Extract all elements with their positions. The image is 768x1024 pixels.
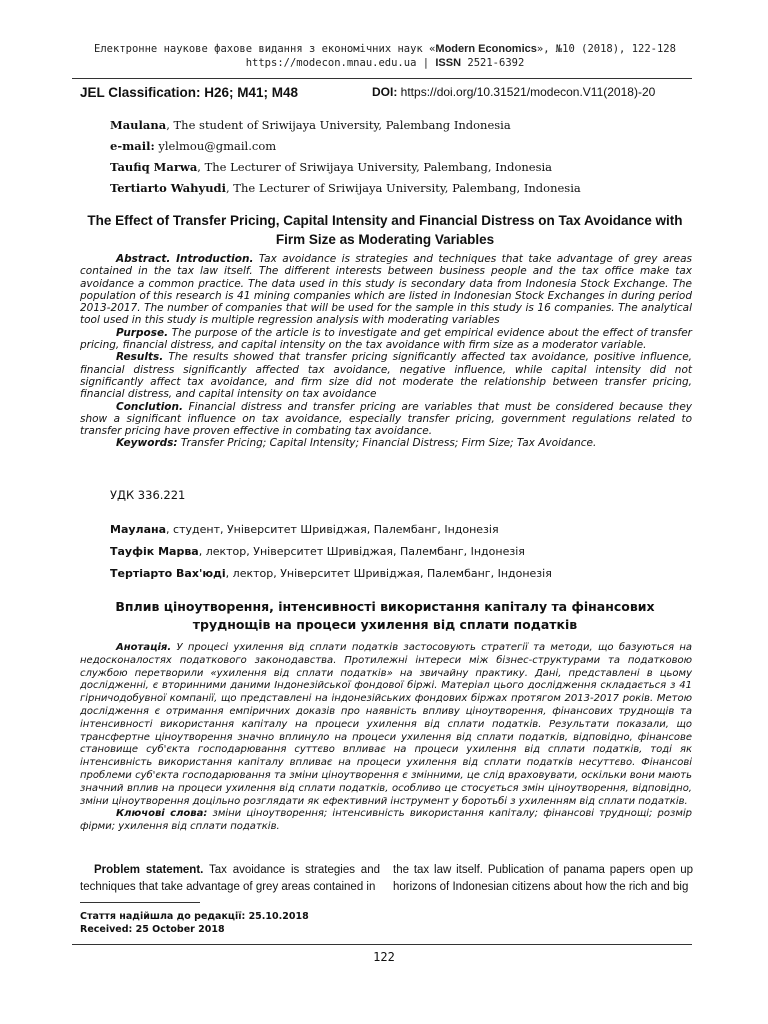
footnote-rule	[80, 902, 200, 903]
issn-label: ISSN	[435, 57, 462, 69]
author-name: Маулана	[110, 523, 167, 536]
results-text: The results showed that transfer pricing significantly affected tax avoidance, positive influence, financial distress significantly affected tax avoidance, negative influence, while capital intensity did not significantly affect tax avoidance, and firm size did not moderate the relationship between transfer pricing, financial distress, and capital intensity on tax avoidance	[80, 351, 692, 401]
author-email	[110, 139, 276, 153]
keywords-ua-text: зміни ціноутворення; інтенсивність використання капіталу; фінансові труднощі; розмір фірми; ухилення від сплати податків.	[80, 808, 692, 833]
author-affiliation: , The Lecturer of Sriwijaya University, Palembang, Indonesia	[225, 181, 581, 195]
author-en-1	[110, 118, 511, 132]
udk-code: УДК 336.221	[110, 488, 186, 502]
email-label: e-mail:	[110, 139, 155, 153]
abstract-text: Tax avoidance is strategies and techniques that take advantage of grey areas contained in the tax law itself. The different interests between business people and the tax office make tax avoidance a common practice. The data used in this study is secondary data from Indonesia Stock Exchange. The population of this research is 41 mining companies which are listed in Indonesian Stock Exchanges in during period 2013-2017. The number of companies that will be used for the sample in this study is 16 companies. The analytical tool used in this study is multiple regression analysis with moderating variables	[80, 253, 692, 327]
abstract-en	[80, 253, 692, 450]
header-line-1	[60, 42, 710, 56]
results-label: Results.	[116, 351, 164, 364]
author-affiliation: , студент, Університет Шривіджая, Палембанг, Індонезія	[166, 523, 499, 536]
body-text-left: Tax avoidance is strategies and techniques that take advantage of grey areas contained in	[80, 864, 380, 893]
header-issue: », №10 (2018), 122-128	[536, 43, 676, 55]
author-name: Tertiarto Wahyudi	[110, 181, 226, 195]
author-en-2	[110, 160, 552, 174]
header-line-2	[60, 56, 710, 70]
header-rule	[72, 78, 692, 79]
received-ua: Стаття надійшла до редакції: 25.10.2018	[80, 911, 309, 922]
keywords-ua-paragraph	[80, 808, 692, 834]
problem-statement-label: Problem statement.	[94, 864, 204, 876]
doi	[372, 85, 655, 99]
abstract-label: Abstract. Introduction.	[116, 253, 254, 265]
keywords-label: Keywords:	[116, 437, 178, 450]
paper-title-ua: Вплив ціноутворення, інтенсивності використання капіталу та фінансових труднощів на процеси ухилення від сплати податків	[115, 599, 655, 632]
body-column-left	[80, 862, 380, 896]
footer-rule	[72, 944, 692, 945]
received-en: Received: 25 October 2018	[80, 924, 225, 935]
jel-classification: JEL Classification: H26; M41; M48	[80, 85, 299, 100]
conclusion-paragraph	[80, 401, 692, 438]
author-affiliation: , The Lecturer of Sriwijaya University, Palembang, Indonesia	[197, 160, 553, 174]
author-affiliation: , лектор, Університет Шривіджая, Палембанг, Індонезія	[225, 567, 552, 580]
doi-label: DOI:	[372, 85, 398, 99]
journal-name: Modern Economics	[435, 43, 537, 55]
page-number: 122	[373, 950, 395, 964]
issn-value: 2521-6392	[461, 57, 525, 69]
author-ua-2	[110, 545, 525, 558]
conclusion-label: Conclution.	[116, 400, 183, 413]
keywords-paragraph	[80, 437, 692, 449]
author-ua-3	[110, 567, 552, 580]
purpose-paragraph	[80, 327, 692, 352]
author-name: Taufiq Marwa	[110, 160, 198, 174]
doi-link[interactable]: https://doi.org/10.31521/modecon.V11(2018)-20	[397, 85, 656, 99]
keywords-ua-label: Ключові слова:	[116, 808, 208, 820]
abstract-paragraph	[80, 253, 692, 327]
journal-url[interactable]: https://modecon.mnau.edu.ua |	[245, 57, 436, 69]
author-name: Maulana	[110, 118, 167, 132]
author-name: Тертіарто Вах'юді	[110, 567, 226, 580]
purpose-label: Purpose.	[116, 326, 169, 339]
author-ua-1	[110, 523, 499, 536]
author-affiliation: , лектор, Університет Шривіджая, Палембанг, Індонезія	[198, 545, 525, 558]
body-column-right	[393, 862, 693, 896]
results-paragraph	[80, 351, 692, 400]
purpose-text: The purpose of the article is to investigate and get empirical evidence about the effect of transfer pricing, financial distress, and capital intensity on the tax avoidance with firm size as a moderator variable.	[80, 326, 692, 352]
author-name: Тауфік Марва	[110, 545, 199, 558]
journal-header	[60, 42, 710, 70]
paper-title-en: The Effect of Transfer Pricing, Capital Intensity and Financial Distress on Tax Avoidance with Firm Size as Moderating Variables	[87, 213, 683, 247]
keywords-text: Transfer Pricing; Capital Intensity; Financial Distress; Firm Size; Tax Avoidance.	[177, 437, 597, 450]
annotation-text: У процесі ухилення від сплати податків застосовують стратегії та методи, що базуються на недосконалостях податкового законодавства. Протилежні інтереси між бізнес-структурами та податковою службою перетворили «ухилення від сплати податків» на звичайну практику. Дані, представлені в цьому дослідженні, є вторинними даними Індонезійської фондової біржі. Матеріал цього дослідження складається з 41 гірничодобувної компанії, що представлені на індонезійських фондових біржах протягом 2013-2017 років. Метою дослідження є отримання емпіричних доказів про наявність впливу ціноутворення, фінансових труднощів та інтенсивності використання капіталу на процеси ухилення від сплати податків. Результати показали, що трансфертне ціноутворення значно вплинуло на процеси ухилення від сплати податків, відповідно, фінансове становище суб'єкта господарювання суттєво впливає на процеси ухилення від сплати податків, тоді як інтенсивність використання капіталу впливає на процеси ухилення від сплати податків несуттєво. Фінансові проблеми суб'єкта господарювання та зміни ціноутворення є змінними, це слід враховувати, оскільки вони мають значний вплив на процеси ухилення від сплати податків, особливо це стосується змін ціноутворення, відповідно, зміни ціноутворення доцільно розглядати як ефективний інструмент у боротьбі з ухиленням від сплати податків.	[80, 642, 692, 807]
annotation-label: Анотація.	[116, 642, 172, 653]
email-address[interactable]: ylelmou@gmail.com	[154, 139, 277, 153]
author-en-3	[110, 181, 581, 195]
abstract-ua	[80, 642, 692, 834]
header-text: Електронне наукове фахове видання з економічних наук «	[94, 43, 436, 55]
conclusion-text: Financial distress and transfer pricing are variables that must be considered because they show a significant influence on tax avoidance, especially transfer pricing, government regulations related to transfer pricing have proven effective in combating tax avoidance.	[80, 400, 692, 438]
annotation-paragraph	[80, 642, 692, 808]
author-affiliation: , The student of Sriwijaya University, Palembang Indonesia	[166, 118, 511, 132]
body-text-right: the tax law itself. Publication of panama papers open up horizons of Indonesian citizens about how the rich and big	[393, 864, 693, 893]
